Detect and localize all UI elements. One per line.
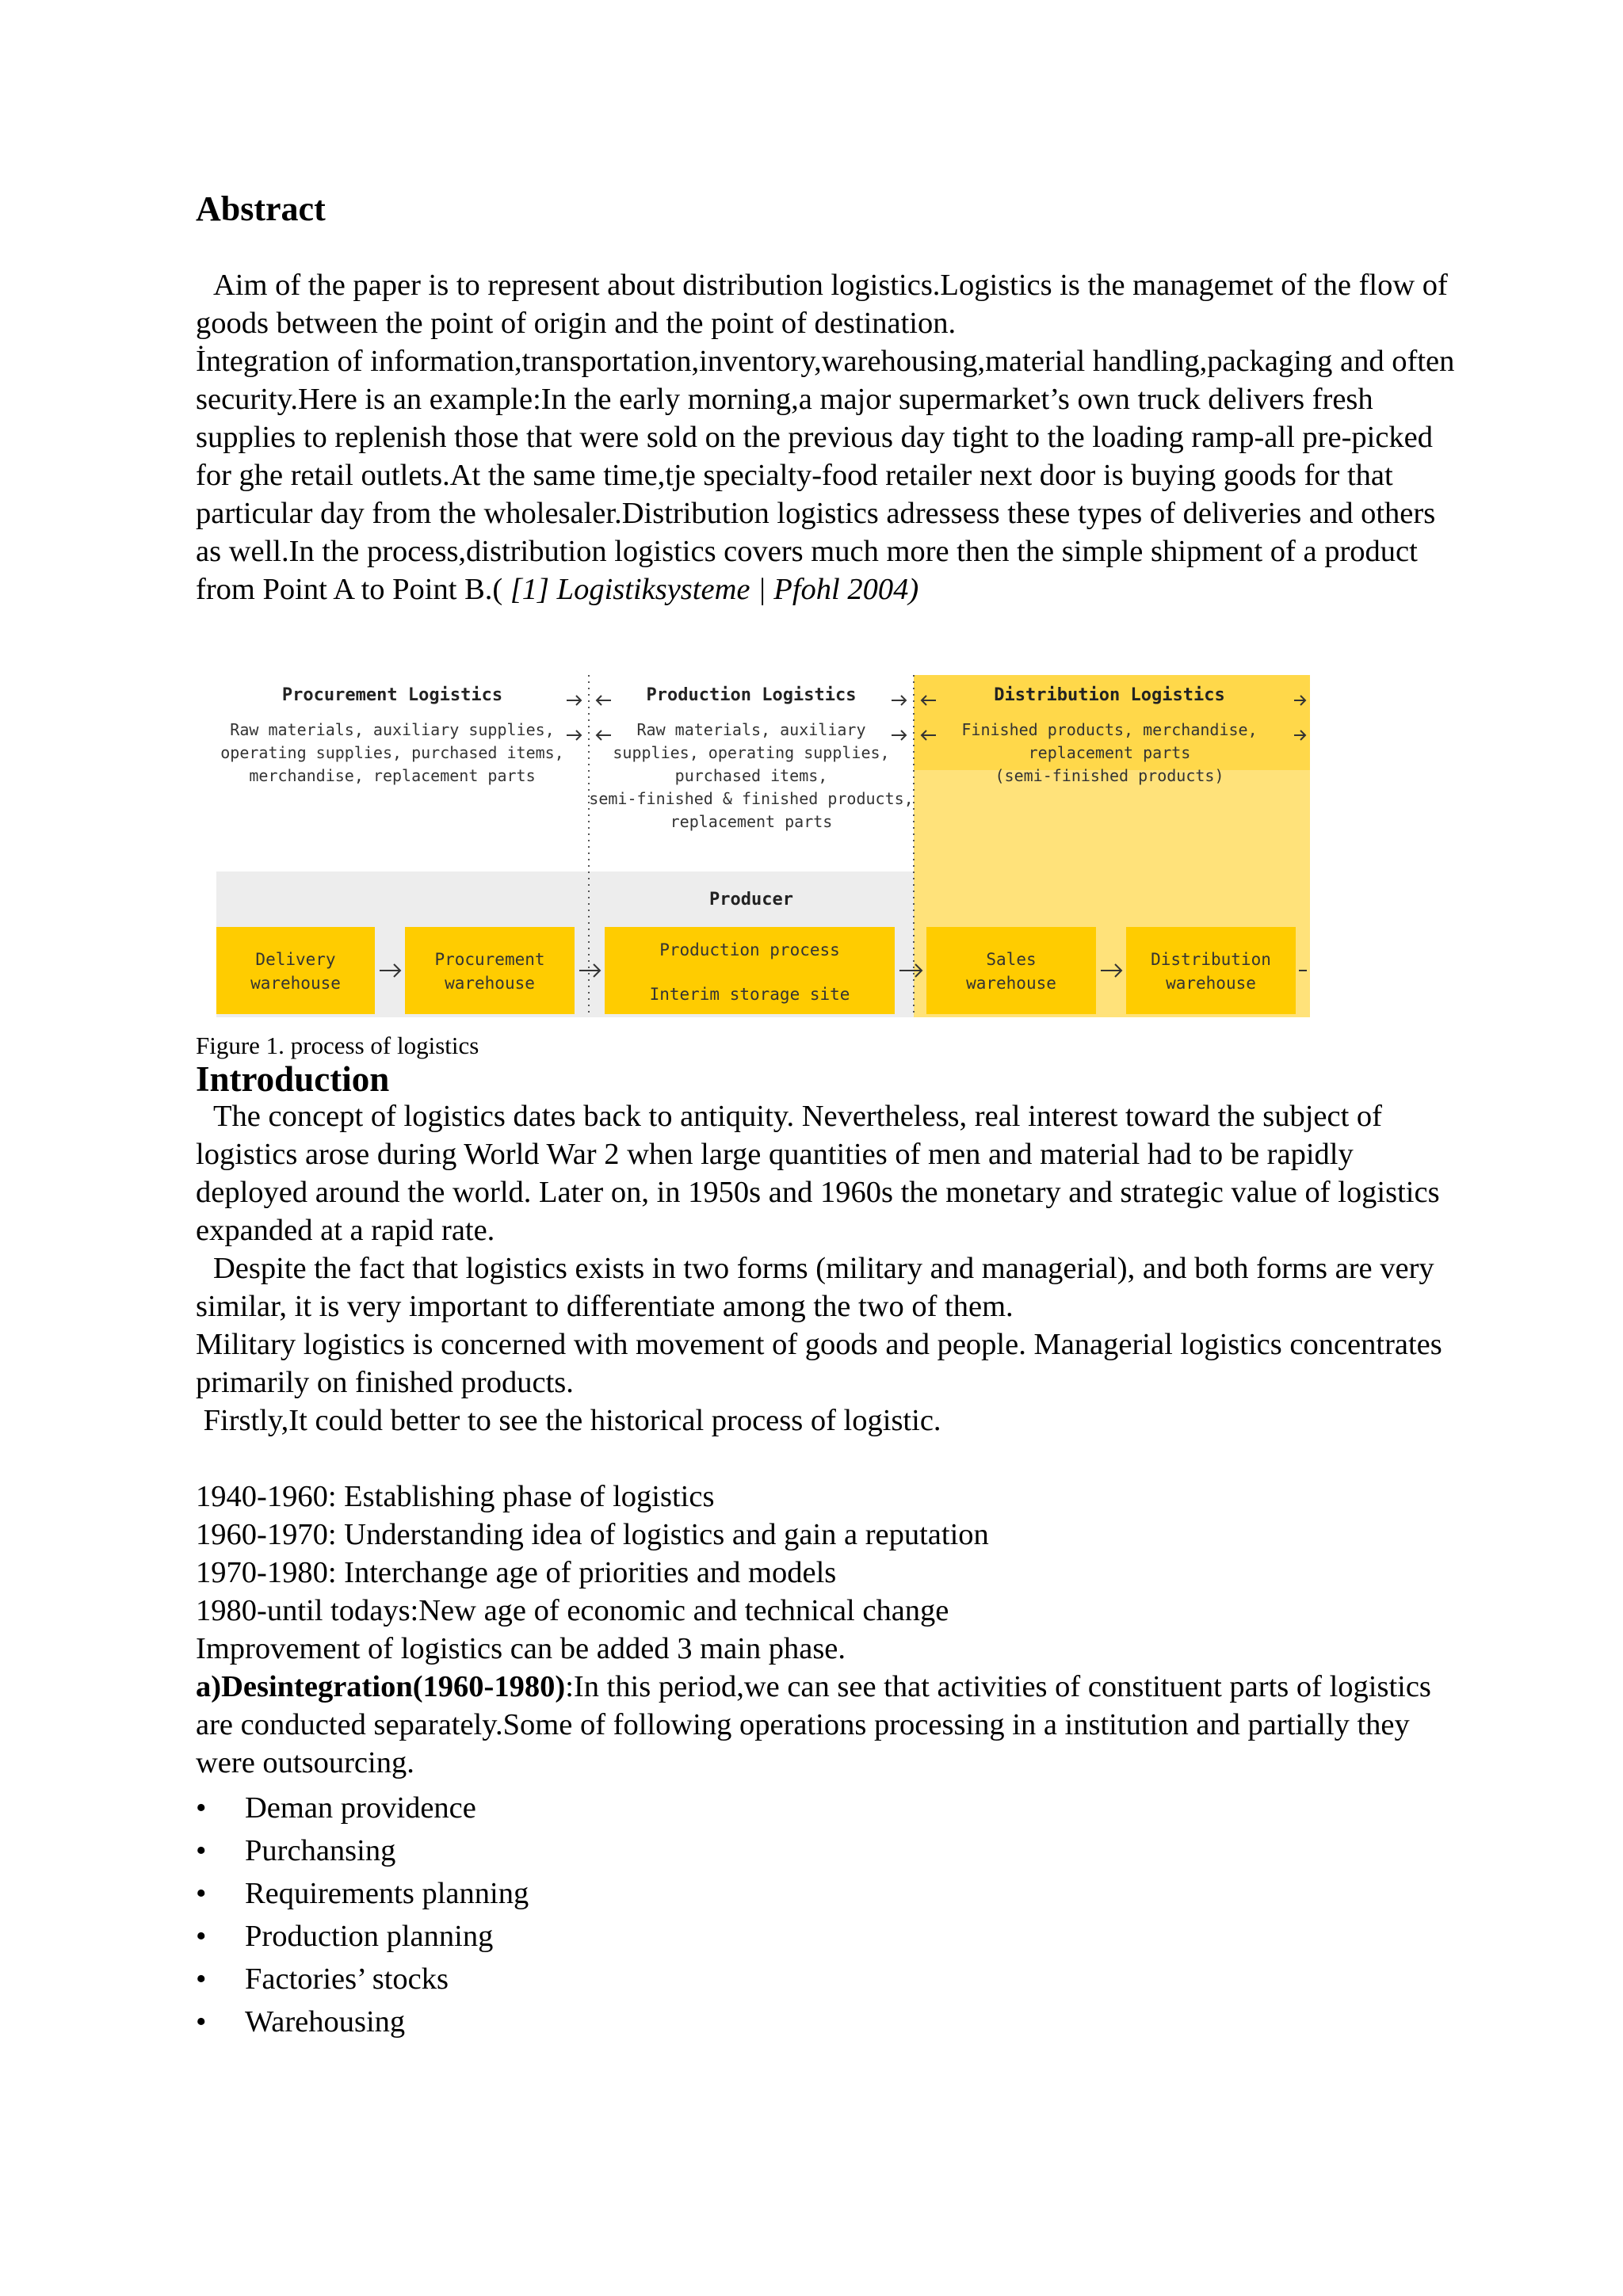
abstract-heading: Abstract	[196, 189, 326, 228]
intro-paragraph-4: Firstly,It could better to see the historical process of logistic.	[196, 1404, 941, 1438]
production-line-2: supplies, operating supplies,	[613, 743, 890, 763]
distribution-warehouse-box	[1126, 927, 1296, 1014]
bullet-icon: •	[196, 2005, 207, 2039]
operations-list	[196, 1787, 1464, 2043]
procurement-line-2: operating supplies, purchased items,	[220, 743, 564, 763]
delivery-warehouse-line-1: Delivery	[255, 950, 336, 970]
production-line-3: purchased items,	[674, 766, 828, 786]
page-content	[196, 190, 1464, 2043]
production-line-1: Raw materials, auxiliary	[636, 720, 866, 740]
procurement-warehouse-line-1: Procurement	[434, 950, 545, 970]
list-item-label: Purchansing	[245, 1834, 396, 1868]
intro-paragraph-1: The concept of logistics dates back to antiquity. Nevertheless, real interest toward the subject of logistics arose during World War 2 when large quantities of men and material had to be rapidly deployed around the world. Later on, in 1950s and 1960s the monetary and strategic value of logistics expanded at a rapid rate.	[196, 1100, 1440, 1248]
delivery-warehouse-line-2: warehouse	[250, 974, 341, 994]
list-item-label: Production planning	[245, 1920, 494, 1954]
distribution-line-2: replacement parts	[1028, 743, 1191, 763]
producer-label: Producer	[709, 890, 793, 910]
production-line-4: semi-finished & finished products,	[589, 789, 914, 809]
abstract-paragraph-2	[196, 342, 1464, 608]
abstract-paragraph-1: Aim of the paper is to represent about distribution logistics.Logistics is the managemet of the flow of goods between the point of origin and the point of destination.	[196, 269, 1448, 341]
abstract-paragraph-2-text: İntegration of information,transportation,inventory,warehousing,material handling,packaging and often security.Here is an example:In the early morning,a major supermarket’s own truck delivers fresh supplies to replenish those that were sold on the previous day tight to the loading ramp-all pre-picked for ghe retail outlets.At the same time,tje specialty-food retailer next door is buying goods for that particular day from the wholesaler.Distribution logistics adressess these types of deliveries and others as well.In the process,distribution logistics covers much more then the simple shipment of a product from Point A to Point B.(	[196, 345, 1455, 607]
list-item-label: Requirements planning	[245, 1877, 529, 1911]
distribution-warehouse-line-2: warehouse	[1166, 974, 1256, 994]
figure-caption: Figure 1. process of logistics	[196, 1032, 479, 1060]
production-title: Production Logistics	[646, 685, 857, 706]
interim-storage-label: Interim storage site	[649, 985, 850, 1005]
procurement-line-1: Raw materials, auxiliary supplies,	[230, 720, 555, 740]
phase-a-paragraph	[196, 1668, 1464, 1782]
intro-paragraph-3: Military logistics is concerned with movement of goods and people. Managerial logistics concentrates primarily on finished products.	[196, 1328, 1442, 1400]
list-item-label: Deman providence	[245, 1791, 476, 1825]
distribution-line-1: Finished products, merchandise,	[961, 720, 1258, 740]
logistics-process-figure	[216, 675, 1310, 1017]
phase-a-text: :In this period,we can see that activities of constituent parts of logistics are conducted separately.Some of following operations processing in a institution and partially they were outsourcing.	[196, 1670, 1431, 1780]
spacer	[196, 1440, 1464, 1478]
introduction-heading: Introduction	[196, 1059, 390, 1100]
improvement-sentence: Improvement of logistics can be added 3 main phase.	[196, 1632, 846, 1666]
logistics-diagram	[216, 675, 1310, 1017]
procurement-line-3: merchandise, replacement parts	[249, 766, 536, 786]
phase-a-label: a)Desintegration(1960-1980)	[196, 1670, 566, 1704]
production-process-label: Production process	[659, 940, 840, 960]
distribution-line-3: (semi-finished products)	[995, 766, 1224, 786]
timeline-item-1: 1940-1960: Establishing phase of logistics	[196, 1480, 715, 1514]
timeline-item-3: 1970-1980: Interchange age of priorities and models	[196, 1556, 837, 1590]
list-item	[196, 1958, 1464, 2000]
list-item	[196, 1829, 1464, 1872]
bullet-icon: •	[196, 1877, 207, 1911]
bullet-icon: •	[196, 1791, 207, 1825]
bullet-icon: •	[196, 1962, 207, 1997]
bullet-icon: •	[196, 1834, 207, 1868]
distribution-warehouse-line-1: Distribution	[1151, 950, 1271, 970]
timeline-item-2: 1960-1970: Understanding idea of logistics and gain a reputation	[196, 1518, 989, 1552]
intro-paragraph-2: Despite the fact that logistics exists in two forms (military and managerial), and both forms are very similar, it is very important to differentiate among the two of them.	[196, 1252, 1434, 1324]
bullet-icon: •	[196, 1920, 207, 1954]
procurement-title: Procurement Logistics	[281, 685, 503, 706]
list-item	[196, 1915, 1464, 1958]
abstract-reference: [1] Logistiksysteme | Pfohl 2004)	[510, 573, 919, 607]
timeline-item-4: 1980-until todays:New age of economic and technical change	[196, 1594, 949, 1628]
procurement-warehouse-box	[405, 927, 575, 1014]
list-item	[196, 1787, 1464, 1829]
sales-warehouse-line-2: warehouse	[966, 974, 1056, 994]
list-item	[196, 1872, 1464, 1915]
list-item-label: Warehousing	[245, 2005, 406, 2039]
sales-warehouse-box	[926, 927, 1096, 1014]
production-line-5: replacement parts	[670, 812, 833, 832]
list-item	[196, 2000, 1464, 2043]
procurement-warehouse-line-2: warehouse	[445, 974, 535, 994]
sales-warehouse-line-1: Sales	[986, 950, 1037, 970]
delivery-warehouse-box	[216, 927, 375, 1014]
list-item-label: Factories’ stocks	[245, 1962, 449, 1997]
distribution-title: Distribution Logistics	[994, 685, 1225, 706]
